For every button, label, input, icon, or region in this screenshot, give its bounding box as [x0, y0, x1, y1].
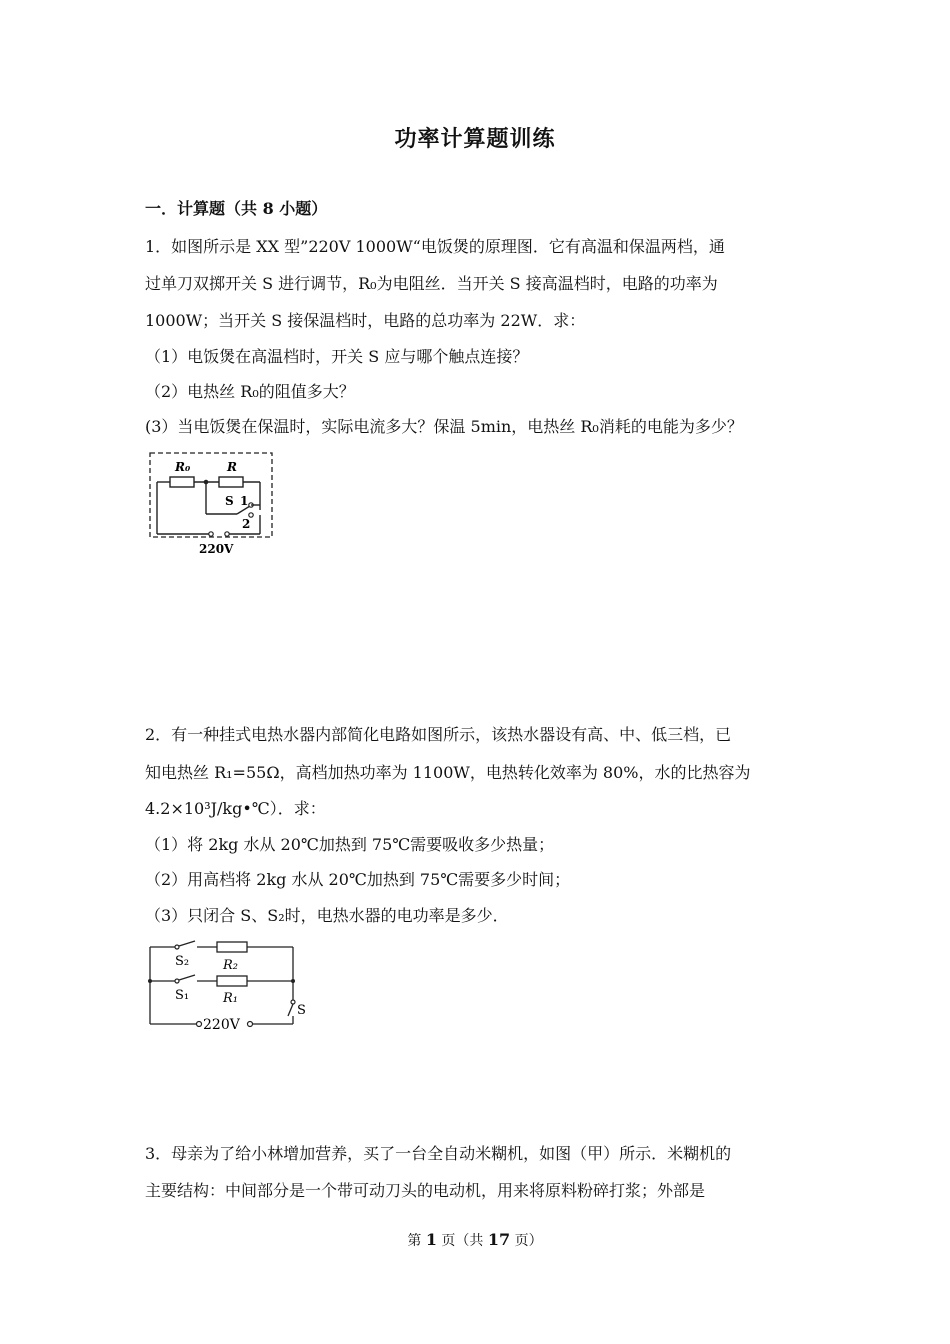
q2-text-line-2: 知电热丝 R₁=55Ω，高档加热功率为 1100W，电热转化效率为 80%，水的比热容为	[145, 763, 751, 782]
svg-text:220V: 220V	[199, 542, 234, 556]
section-heading: 一．计算题（共 8 小题）	[145, 199, 328, 218]
switch-s2-icon	[179, 941, 195, 946]
svg-text:R₁: R₁	[223, 991, 238, 1006]
q3-text-line-1: 3．母亲为了给小林增加营养，买了一台全自动米糊机，如图（甲）所示．米糊机的	[145, 1144, 732, 1163]
q2-circuit-diagram	[145, 938, 315, 1034]
page-footer: 第 1 页（共 17 页）	[407, 1230, 543, 1249]
q2-text-line-3: 4.2×10³J/kg•℃）．求：	[145, 799, 326, 818]
q2-sub-question-2: （2）用高档将 2kg 水从 20℃加热到 75℃需要多少时间；	[145, 870, 571, 889]
q1-sub-question-2: （2）电热丝 R₀的阻值多大？	[145, 382, 355, 401]
svg-text:R₀: R₀	[175, 460, 191, 474]
q2-sub-question-1: （1）将 2kg 水从 20℃加热到 75℃需要吸收多少热量；	[145, 835, 555, 854]
svg-text:R: R	[227, 460, 237, 474]
svg-text:1: 1	[240, 494, 249, 508]
svg-text:S: S	[297, 1003, 306, 1018]
svg-text:S₂: S₂	[175, 954, 190, 969]
current-page-number: 1	[425, 1230, 437, 1249]
svg-text:S₁: S₁	[175, 988, 190, 1003]
document-title: 功率计算题训练	[394, 126, 556, 152]
q3-text-line-2: 主要结构：中间部分是一个带可动刀头的电动机，用来将原料粉碎打浆；外部是	[145, 1181, 706, 1200]
svg-text:220V: 220V	[203, 1017, 240, 1033]
total-pages: 17	[487, 1230, 511, 1249]
q1-sub-question-1: （1）电饭煲在高温档时，开关 S 应与哪个触点连接？	[145, 347, 529, 366]
resistor-r-icon	[219, 477, 243, 487]
svg-text:S: S	[225, 494, 234, 508]
resistor-r0-icon	[170, 477, 194, 487]
q1-circuit-diagram	[145, 448, 280, 560]
resistor-r1-icon	[217, 976, 247, 986]
switch-s1-icon	[179, 975, 195, 980]
q1-text-line-2: 过单刀双掷开关 S 进行调节，R₀为电阻丝．当开关 S 接高温档时，电路的功率为	[145, 274, 718, 293]
svg-text:R₂: R₂	[223, 958, 238, 973]
svg-text:2: 2	[242, 517, 251, 531]
q1-text-line-1: 1．如图所示是 XX 型”220V 1000W“电饭煲的原理图．它有高温和保温两档，通	[145, 237, 725, 256]
q1-sub-question-3: (3）当电饭煲在保温时，实际电流多大？保温 5min，电热丝 R₀消耗的电能为多少？	[145, 417, 743, 436]
q1-text-line-3: 1000W；当开关 S 接保温档时，电路的总功率为 22W．求：	[145, 311, 586, 330]
q2-text-line-1: 2．有一种挂式电热水器内部简化电路如图所示，该热水器设有高、中、低三档，已	[145, 725, 732, 744]
q2-sub-question-3: （3）只闭合 S、S₂时，电热水器的电功率是多少．	[145, 906, 509, 925]
resistor-r2-icon	[217, 942, 247, 952]
switch-s-icon	[288, 1004, 293, 1016]
